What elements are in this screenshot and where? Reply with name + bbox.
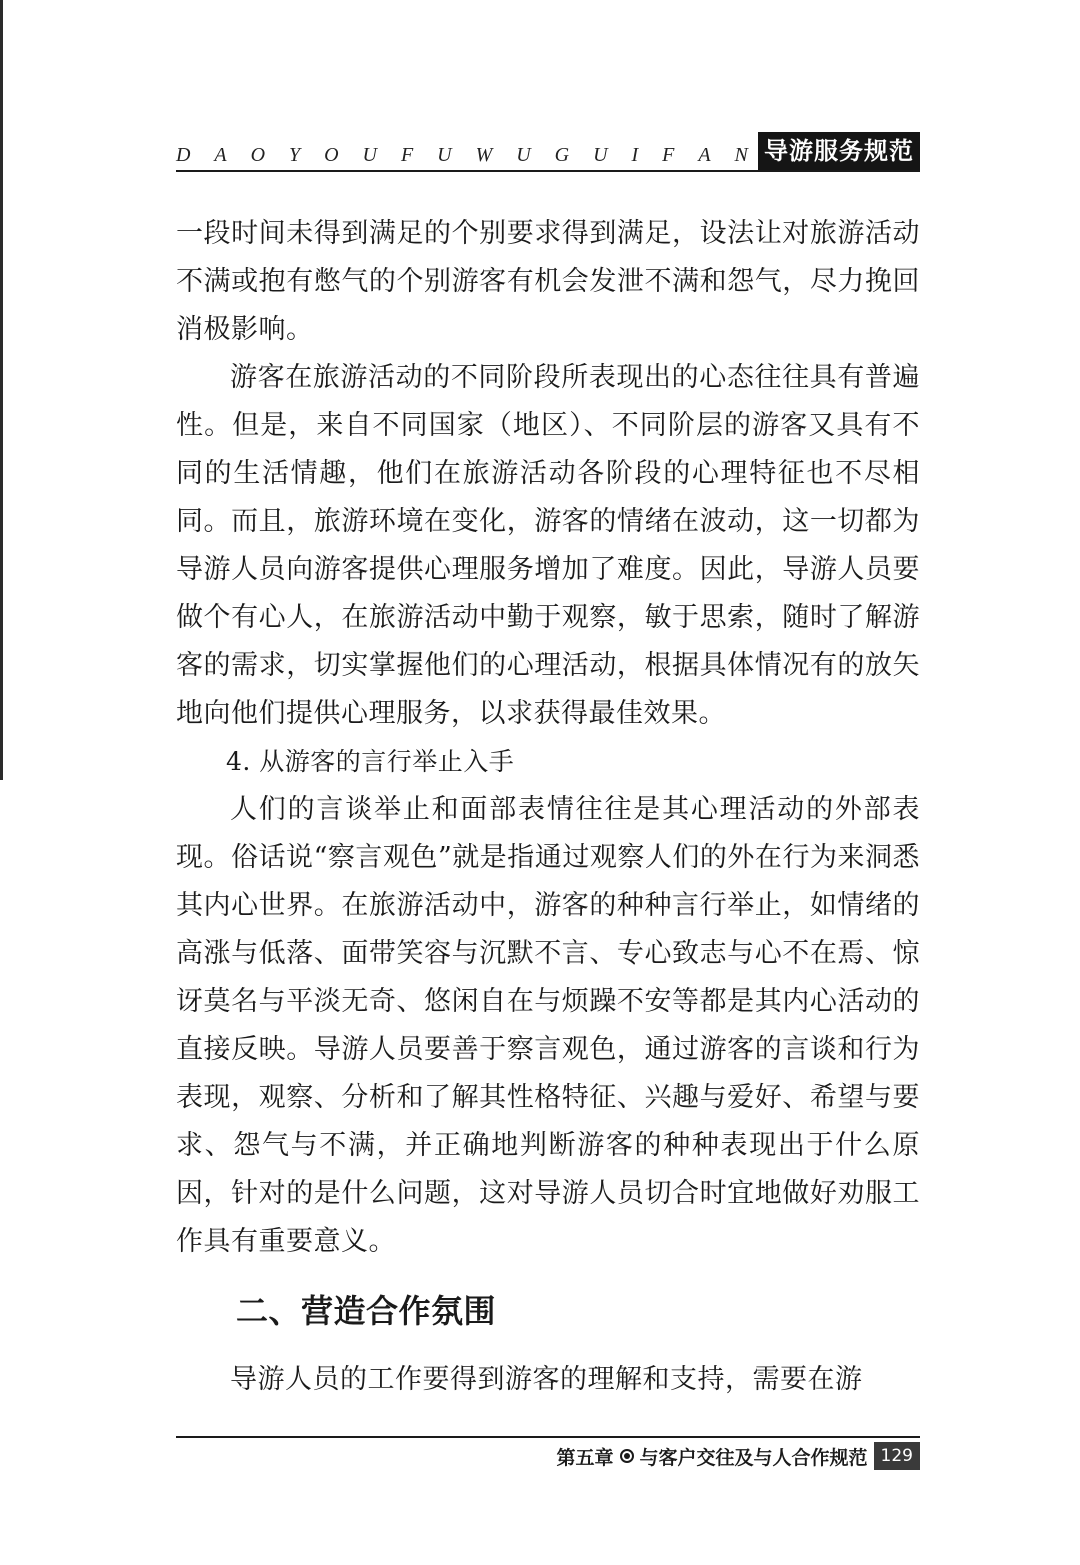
running-header bbox=[176, 132, 920, 172]
bullet-icon bbox=[620, 1449, 634, 1463]
header-letter: F bbox=[400, 144, 414, 166]
footer-content bbox=[557, 1442, 920, 1470]
header-pinyin-letters bbox=[176, 144, 748, 167]
header-letter: U bbox=[516, 144, 531, 166]
paragraph: 人们的言谈举止和面部表情往往是其心理活动的外部表现。俗话说“察言观色”就是指通过观察人们的外在行为来洞悉其内心世界。在旅游活动中，游客的种种言行举止，如情绪的高涨与低落、面带笑容与沉默不言、专心致志与心不在焉、惊讶莫名与平淡无奇、悠闲自在与烦躁不安等都是其内心活动的直接反映。导游人员要善于察言观色，通过游客的言谈和行为表现，观察、分析和了解其性格特征、兴趣与爱好、希望与要求、怨气与不满，并正确地判断游客的种种表现出于什么原因，针对的是什么问题，这对导游人员切合时宜地做好劝服工作具有重要意义。 bbox=[176, 794, 920, 1257]
header-letter: N bbox=[734, 144, 748, 166]
paragraph-continued: 一段时间未得到满足的个别要求得到满足，设法让对旅游活动不满或抱有憋气的个别游客有机会发泄不满和怨气，尽力挽回消极影响。 bbox=[176, 218, 920, 345]
header-letter: O bbox=[250, 144, 266, 166]
header-letter: A bbox=[214, 144, 227, 166]
paragraph: 导游人员的工作要得到游客的理解和支持，需要在游 bbox=[230, 1364, 863, 1395]
header-letter: A bbox=[698, 144, 711, 166]
footer-rule bbox=[176, 1436, 920, 1438]
subsection-heading: 4. 从游客的言行举止入手 bbox=[226, 747, 515, 776]
header-letter: F bbox=[662, 144, 675, 166]
paragraph: 游客在旅游活动的不同阶段所表现出的心态往往具有普遍性。但是，来自不同国家（地区）、不同阶层的游客又具有不同的生活情趣，他们在旅游活动各阶段的心理特征也不尽相同。而且，旅游环境在变化，游客的情绪在波动，这一切都为导游人员向游客提供心理服务增加了难度。因此，导游人员要做个有心人，在旅游活动中勤于观察，敏于思索，随时了解游客的需求，切实掌握他们的心理活动，根据具体情况有的放矢地向他们提供心理服务，以求获得最佳效果。 bbox=[176, 362, 920, 729]
header-letter: O bbox=[324, 144, 339, 166]
running-footer bbox=[176, 1436, 920, 1476]
header-letter: U bbox=[362, 144, 377, 166]
header-letter: U bbox=[437, 144, 452, 166]
chapter-title: 与客户交往及与人合作规范 bbox=[639, 1446, 868, 1469]
section-heading: 二、营造合作氛围 bbox=[236, 1292, 497, 1330]
page-number: 129 bbox=[874, 1442, 920, 1470]
page-body bbox=[176, 210, 920, 1404]
header-letter: D bbox=[176, 144, 191, 166]
header-letter: W bbox=[475, 144, 493, 166]
chapter-label: 第五章 bbox=[556, 1446, 614, 1469]
header-letter: G bbox=[554, 144, 570, 166]
header-letter: U bbox=[593, 144, 608, 166]
header-rule bbox=[176, 170, 920, 172]
header-letter: Y bbox=[289, 144, 301, 166]
page-edge-line bbox=[0, 0, 3, 780]
book-title: 导游服务规范 bbox=[758, 132, 920, 170]
header-letter: I bbox=[631, 144, 639, 166]
